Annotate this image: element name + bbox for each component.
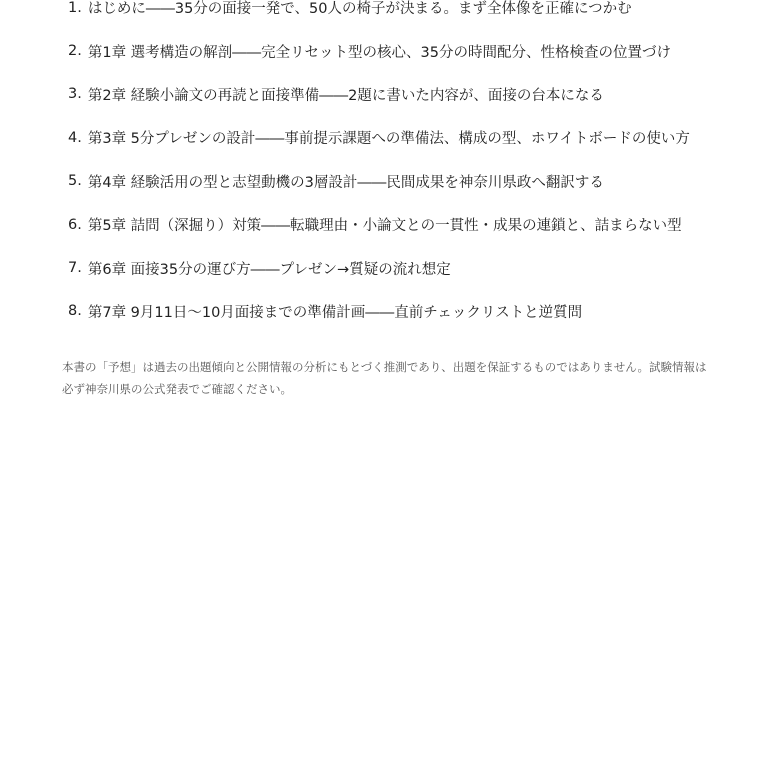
table-of-contents — [68, 0, 728, 333]
toc-item-text: 第1章 選考構造の解剖――完全リセット型の核心、35分の時間配分、性格検査の位置づけ — [87, 44, 671, 61]
toc-item-text: はじめに――35分の面接一発で、50人の椅子が決まる。まず全体像を正確につかむ — [87, 1, 632, 18]
toc-item-2 — [68, 29, 728, 72]
toc-item-number: 4. — [68, 129, 82, 146]
toc-item-text: 第7章 9月11日〜10月面接までの準備計画――直前チェックリストと逆質問 — [87, 304, 583, 321]
toc-item-8 — [68, 290, 728, 333]
toc-item-text: 第5章 詰問（深掘り）対策――転職理由・小論文との一貫性・成果の連鎖と、詰まらない型 — [87, 218, 682, 235]
disclaimer-note: 本書の「予想」は過去の出題傾向と公開情報の分析にもとづく推測であり、出題を保証するものではありません。試験情報は必ず神奈川県の公式発表でご確認ください。 — [62, 360, 707, 396]
toc-item-number: 5. — [68, 173, 82, 190]
toc-item-text: 第4章 経験活用の型と志望動機の3層設計――民間成果を神奈川県政へ翻訳する — [87, 174, 604, 191]
toc-item-3 — [68, 73, 728, 116]
toc-item-4 — [68, 116, 728, 159]
toc-item-number: 3. — [68, 86, 82, 103]
toc-item-text: 第6章 面接35分の運び方――プレゼン→質疑の流れ想定 — [87, 261, 451, 278]
toc-item-number: 8. — [68, 303, 82, 320]
toc-item-text: 第2章 経験小論文の再読と面接準備――2題に書いた内容が、面接の台本になる — [87, 87, 604, 104]
toc-item-number: 7. — [68, 260, 82, 277]
toc-item-text: 第3章 5分プレゼンの設計――事前提示課題への準備法、構成の型、ホワイトボードの使い方 — [87, 131, 690, 148]
toc-item-1 — [68, 0, 728, 29]
toc-item-6 — [68, 203, 728, 246]
toc-item-number: 2. — [68, 43, 82, 60]
toc-item-number: 6. — [68, 216, 82, 233]
toc-item-5 — [68, 160, 728, 203]
toc-item-number: 1. — [68, 0, 82, 16]
toc-item-7 — [68, 246, 728, 289]
